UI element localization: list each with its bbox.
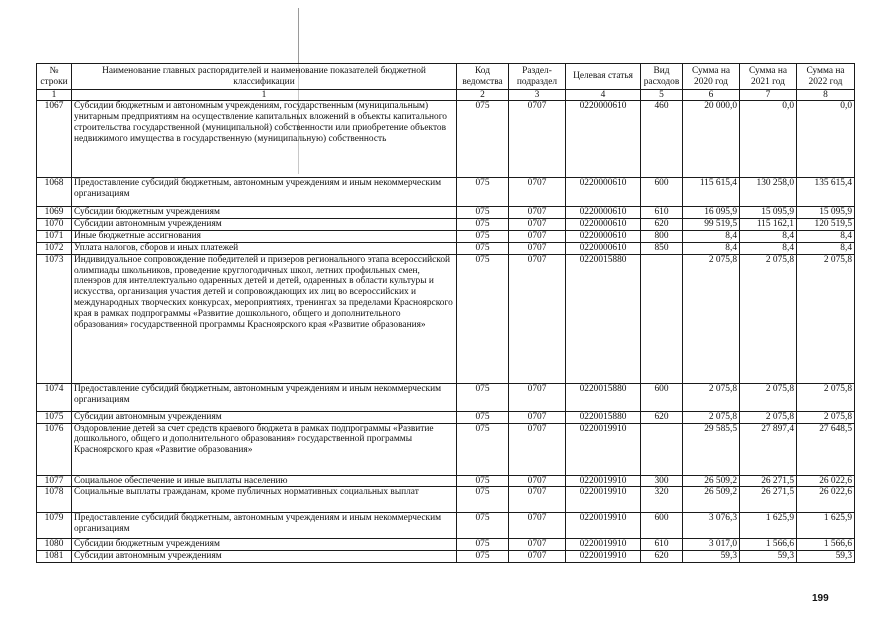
row-sum-2022: 59,3 <box>797 551 855 563</box>
header-name: Наименование главных распорядителей и наименование показателей бюджетной классификации <box>72 64 457 90</box>
row-sum-2022: 27 648,5 <box>797 423 855 475</box>
page-number: 199 <box>812 593 829 604</box>
row-name: Субсидии бюджетным и автономным учреждениям, государственным (муниципальным) унитарным предприятиям на осуществление капитальных вложений в объекты капитального строительства государственной (муниципальной) собственности или приобретение объектов недвижимого имущества в государственную (муниципальную) собственность <box>72 101 457 178</box>
row-number: 1072 <box>37 242 72 254</box>
row-sum-2020: 2 075,8 <box>683 411 740 423</box>
row-dept-code: 075 <box>457 423 509 475</box>
row-dept-code: 075 <box>457 411 509 423</box>
row-exp-type: 600 <box>641 383 683 411</box>
row-sum-2020: 2 075,8 <box>683 254 740 383</box>
header-sum-2020: Сумма на 2020 год <box>683 64 740 90</box>
row-section: 0707 <box>509 207 566 219</box>
row-target: 0220015880 <box>566 254 641 383</box>
row-name: Субсидии бюджетным учреждениям <box>72 539 457 551</box>
header-exp-type: Вид расходов <box>641 64 683 90</box>
table-row <box>37 411 855 423</box>
row-number: 1070 <box>37 218 72 230</box>
row-section: 0707 <box>509 475 566 487</box>
row-exp-type: 320 <box>641 487 683 513</box>
row-sum-2020: 16 095,9 <box>683 207 740 219</box>
row-sum-2020: 20 000,0 <box>683 101 740 178</box>
row-sum-2022: 120 519,5 <box>797 218 855 230</box>
table-row <box>37 178 855 207</box>
row-sum-2021: 2 075,8 <box>740 411 797 423</box>
row-exp-type: 460 <box>641 101 683 178</box>
header-sum-2021: Сумма на 2021 год <box>740 64 797 90</box>
row-name: Субсидии бюджетным учреждениям <box>72 207 457 219</box>
row-sum-2021: 115 162,1 <box>740 218 797 230</box>
row-number: 1081 <box>37 551 72 563</box>
row-sum-2021: 27 897,4 <box>740 423 797 475</box>
row-dept-code: 075 <box>457 101 509 178</box>
table-row <box>37 487 855 513</box>
row-sum-2022: 2 075,8 <box>797 254 855 383</box>
row-target: 0220000610 <box>566 178 641 207</box>
row-dept-code: 075 <box>457 254 509 383</box>
row-section: 0707 <box>509 254 566 383</box>
row-number: 1078 <box>37 487 72 513</box>
row-name: Субсидии автономным учреждениям <box>72 551 457 563</box>
table-row <box>37 242 855 254</box>
row-exp-type <box>641 254 683 383</box>
row-target: 0220015880 <box>566 383 641 411</box>
row-dept-code: 075 <box>457 230 509 242</box>
table-row <box>37 475 855 487</box>
row-sum-2022: 26 022,6 <box>797 487 855 513</box>
row-exp-type: 850 <box>641 242 683 254</box>
row-number: 1080 <box>37 539 72 551</box>
row-sum-2020: 8,4 <box>683 242 740 254</box>
row-name: Индивидуальное сопровождение победителей и призеров регионального этапа всероссийской олимпиады школьников, проведение круглогодичных школ, летних профильных смен, пленэров для интеллектуально одаренных детей и детей, одаренных в области культуры и искусства, организация участия детей и сопровождающих их лиц во всероссийских и международных творческих конкурсах, мероприятиях, тренингах за пределами Красноярского края в рамках подпрограммы «Развитие дошкольного, общего и дополнительного образования» государственной программы Красноярского края «Развитие образования» <box>72 254 457 383</box>
row-section: 0707 <box>509 539 566 551</box>
header-section: Раздел-подраздел <box>509 64 566 90</box>
row-sum-2022: 15 095,9 <box>797 207 855 219</box>
row-section: 0707 <box>509 242 566 254</box>
row-dept-code: 075 <box>457 513 509 539</box>
row-section: 0707 <box>509 101 566 178</box>
row-name: Иные бюджетные ассигнования <box>72 230 457 242</box>
header-dept-code: Код ведомства <box>457 64 509 90</box>
row-section: 0707 <box>509 423 566 475</box>
row-sum-2022: 135 615,4 <box>797 178 855 207</box>
column-number: 1 <box>37 90 72 101</box>
row-sum-2022: 1 566,6 <box>797 539 855 551</box>
row-dept-code: 075 <box>457 539 509 551</box>
row-sum-2020: 99 519,5 <box>683 218 740 230</box>
row-sum-2021: 130 258,0 <box>740 178 797 207</box>
row-sum-2022: 8,4 <box>797 230 855 242</box>
row-section: 0707 <box>509 513 566 539</box>
row-sum-2021: 2 075,8 <box>740 254 797 383</box>
header-target: Целевая статья <box>566 64 641 90</box>
row-number: 1071 <box>37 230 72 242</box>
header-row-no: № строки <box>37 64 72 90</box>
row-exp-type: 600 <box>641 513 683 539</box>
table-row <box>37 539 855 551</box>
row-section: 0707 <box>509 230 566 242</box>
column-number-row <box>37 90 855 101</box>
row-target: 0220000610 <box>566 207 641 219</box>
table-row <box>37 551 855 563</box>
row-section: 0707 <box>509 178 566 207</box>
table-row <box>37 101 855 178</box>
row-target: 0220000610 <box>566 230 641 242</box>
row-exp-type <box>641 423 683 475</box>
row-name: Уплата налогов, сборов и иных платежей <box>72 242 457 254</box>
row-name: Социальное обеспечение и иные выплаты населению <box>72 475 457 487</box>
column-number: 8 <box>797 90 855 101</box>
row-number: 1076 <box>37 423 72 475</box>
row-number: 1074 <box>37 383 72 411</box>
table-row <box>37 218 855 230</box>
table-row <box>37 513 855 539</box>
row-number: 1067 <box>37 101 72 178</box>
row-sum-2020: 8,4 <box>683 230 740 242</box>
header-row <box>37 64 855 90</box>
row-section: 0707 <box>509 411 566 423</box>
row-dept-code: 075 <box>457 178 509 207</box>
row-dept-code: 075 <box>457 242 509 254</box>
row-sum-2020: 26 509,2 <box>683 487 740 513</box>
row-sum-2021: 8,4 <box>740 242 797 254</box>
row-exp-type: 620 <box>641 551 683 563</box>
row-number: 1079 <box>37 513 72 539</box>
column-number: 2 <box>457 90 509 101</box>
row-exp-type: 600 <box>641 178 683 207</box>
row-sum-2021: 26 271,5 <box>740 487 797 513</box>
row-name: Предоставление субсидий бюджетным, автономным учреждениям и иным некоммерческим организациям <box>72 383 457 411</box>
row-exp-type: 800 <box>641 230 683 242</box>
row-sum-2021: 1 566,6 <box>740 539 797 551</box>
row-dept-code: 075 <box>457 218 509 230</box>
row-sum-2022: 1 625,9 <box>797 513 855 539</box>
column-number: 5 <box>641 90 683 101</box>
row-name: Субсидии автономным учреждениям <box>72 411 457 423</box>
row-sum-2020: 2 075,8 <box>683 383 740 411</box>
row-exp-type: 620 <box>641 218 683 230</box>
row-exp-type: 620 <box>641 411 683 423</box>
row-number: 1068 <box>37 178 72 207</box>
table-row <box>37 207 855 219</box>
row-number: 1073 <box>37 254 72 383</box>
row-section: 0707 <box>509 551 566 563</box>
row-section: 0707 <box>509 487 566 513</box>
row-sum-2022: 2 075,8 <box>797 411 855 423</box>
column-number: 4 <box>566 90 641 101</box>
table-row <box>37 423 855 475</box>
row-sum-2020: 3 076,3 <box>683 513 740 539</box>
budget-table <box>36 63 855 563</box>
row-name: Субсидии автономным учреждениям <box>72 218 457 230</box>
row-sum-2021: 2 075,8 <box>740 383 797 411</box>
row-target: 0220000610 <box>566 218 641 230</box>
row-exp-type: 300 <box>641 475 683 487</box>
row-target: 0220019910 <box>566 539 641 551</box>
row-target: 0220019910 <box>566 423 641 475</box>
row-sum-2021: 59,3 <box>740 551 797 563</box>
row-number: 1075 <box>37 411 72 423</box>
row-section: 0707 <box>509 383 566 411</box>
row-target: 0220000610 <box>566 101 641 178</box>
row-sum-2022: 26 022,6 <box>797 475 855 487</box>
row-sum-2021: 0,0 <box>740 101 797 178</box>
row-number: 1077 <box>37 475 72 487</box>
row-dept-code: 075 <box>457 383 509 411</box>
scan-artifact-line <box>298 8 299 64</box>
row-dept-code: 075 <box>457 207 509 219</box>
row-dept-code: 075 <box>457 487 509 513</box>
table-row <box>37 254 855 383</box>
row-sum-2022: 8,4 <box>797 242 855 254</box>
table-row <box>37 230 855 242</box>
row-name: Предоставление субсидий бюджетным, автономным учреждениям и иным некоммерческим организациям <box>72 178 457 207</box>
row-sum-2021: 15 095,9 <box>740 207 797 219</box>
row-target: 0220019910 <box>566 551 641 563</box>
row-dept-code: 075 <box>457 551 509 563</box>
row-name: Предоставление субсидий бюджетным, автономным учреждениям и иным некоммерческим организациям <box>72 513 457 539</box>
row-sum-2022: 0,0 <box>797 101 855 178</box>
row-sum-2021: 8,4 <box>740 230 797 242</box>
row-sum-2020: 59,3 <box>683 551 740 563</box>
row-target: 0220019910 <box>566 475 641 487</box>
row-target: 0220019910 <box>566 513 641 539</box>
table-row <box>37 383 855 411</box>
row-name: Социальные выплаты гражданам, кроме публичных нормативных социальных выплат <box>72 487 457 513</box>
row-dept-code: 075 <box>457 475 509 487</box>
column-number: 7 <box>740 90 797 101</box>
row-sum-2021: 1 625,9 <box>740 513 797 539</box>
row-target: 0220000610 <box>566 242 641 254</box>
row-sum-2020: 3 017,0 <box>683 539 740 551</box>
row-sum-2022: 2 075,8 <box>797 383 855 411</box>
row-sum-2021: 26 271,5 <box>740 475 797 487</box>
row-name: Оздоровление детей за счет средств краевого бюджета в рамках подпрограммы «Развитие дошкольного, общего и дополнительного образования» государственной программы Красноярского края «Развитие образования» <box>72 423 457 475</box>
row-number: 1069 <box>37 207 72 219</box>
row-section: 0707 <box>509 218 566 230</box>
row-target: 0220019910 <box>566 487 641 513</box>
row-sum-2020: 26 509,2 <box>683 475 740 487</box>
header-sum-2022: Сумма на 2022 год <box>797 64 855 90</box>
column-number: 1 <box>72 90 457 101</box>
row-exp-type: 610 <box>641 207 683 219</box>
row-sum-2020: 29 585,5 <box>683 423 740 475</box>
column-number: 3 <box>509 90 566 101</box>
row-exp-type: 610 <box>641 539 683 551</box>
row-sum-2020: 115 615,4 <box>683 178 740 207</box>
column-number: 6 <box>683 90 740 101</box>
row-target: 0220015880 <box>566 411 641 423</box>
